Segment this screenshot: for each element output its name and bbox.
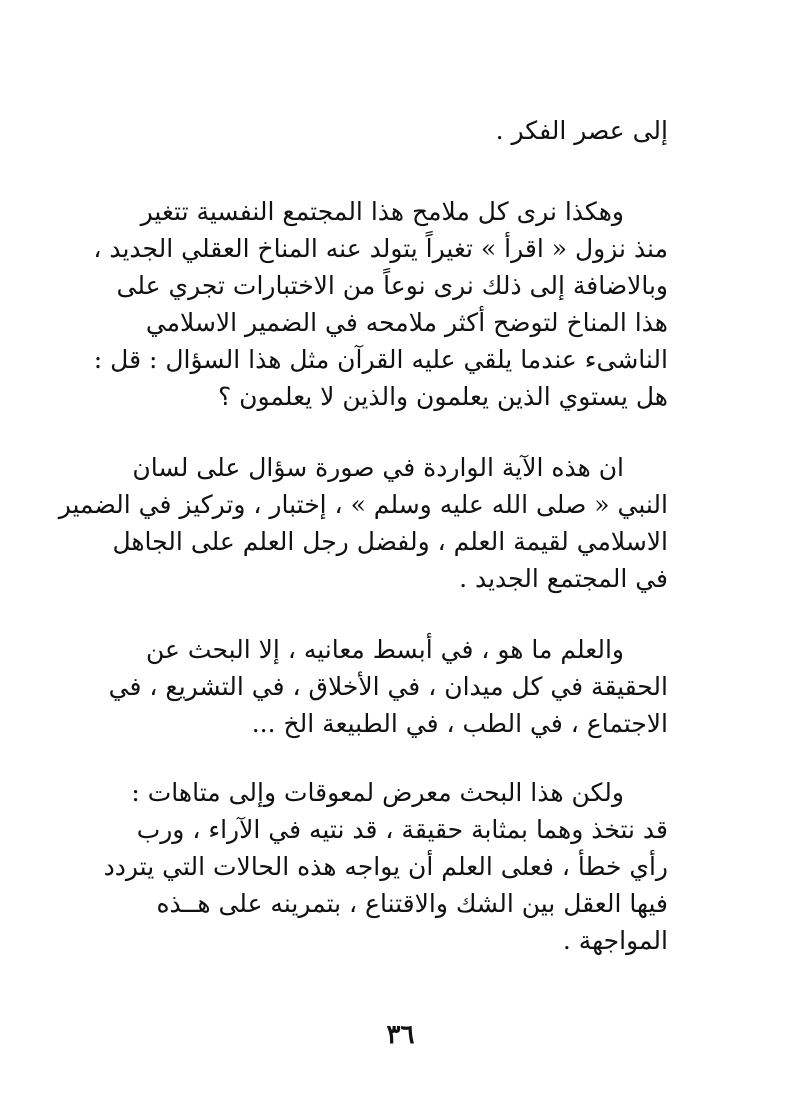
text-line: وبالاضافة إلى ذلك نرى نوعاً من الاختبارات تجري على (116, 271, 668, 300)
paragraph-2 (93, 193, 668, 415)
paragraph-3 (58, 449, 668, 597)
text-line: وهكذا نرى كل ملامح هذا المجتمع النفسية تتغير (140, 197, 624, 226)
text-line: رأي خطأ ، فعلى العلم أن يواجه هذه الحالات التي يتردد (103, 852, 668, 881)
text-line: إلى عصر الفكر . (495, 116, 668, 145)
text-line: هل يستوي الذين يعلمون والذين لا يعلمون ؟ (217, 382, 668, 411)
text-line: هذا المناخ لتوضح أكثر ملامحه في الضمير الاسلامي (145, 308, 668, 337)
text-line: الناشىء عندما يلقي عليه القرآن مثل هذا السؤال : قل : (93, 345, 668, 374)
page-number: ٣٦ (386, 1020, 415, 1050)
text-line: ان هذه الآية الواردة في صورة سؤال على لسان (132, 453, 624, 482)
text-line: قد نتخذ وهما بمثابة حقيقة ، قد نتيه في الآراء ، ورب (136, 815, 668, 844)
text-line: ولكن هذا البحث معرض لمعوقات وإلى متاهات : (131, 778, 624, 807)
page-body (58, 112, 668, 989)
paragraph-4 (108, 631, 668, 742)
text-line: والعلم ما هو ، في أبسط معانيه ، إلا البحث عن (146, 635, 624, 664)
text-line: المواجهة . (562, 926, 668, 955)
text-line: الحقيقة في كل ميدان ، في الأخلاق ، في التشريع ، في (108, 672, 668, 701)
paragraph-5 (103, 774, 668, 959)
text-line: الاسلامي لقيمة العلم ، ولفضل رجل العلم على الجاهل (112, 527, 668, 556)
text-line: في المجتمع الجديد . (459, 564, 668, 593)
text-line: منذ نزول « اقرأ » تغيراً يتولد عنه المناخ العقلي الجديد ، (93, 234, 668, 263)
text-line: النبي « صلى الله عليه وسلم » ، إختبار ، وتركيز في الضمير (58, 490, 668, 519)
text-line: فيها العقل بين الشك والاقتناع ، بتمرينه على هــذه (156, 889, 668, 918)
paragraph-1 (148, 112, 668, 149)
text-line: الاجتماع ، في الطب ، في الطبيعة الخ ... (251, 709, 668, 738)
